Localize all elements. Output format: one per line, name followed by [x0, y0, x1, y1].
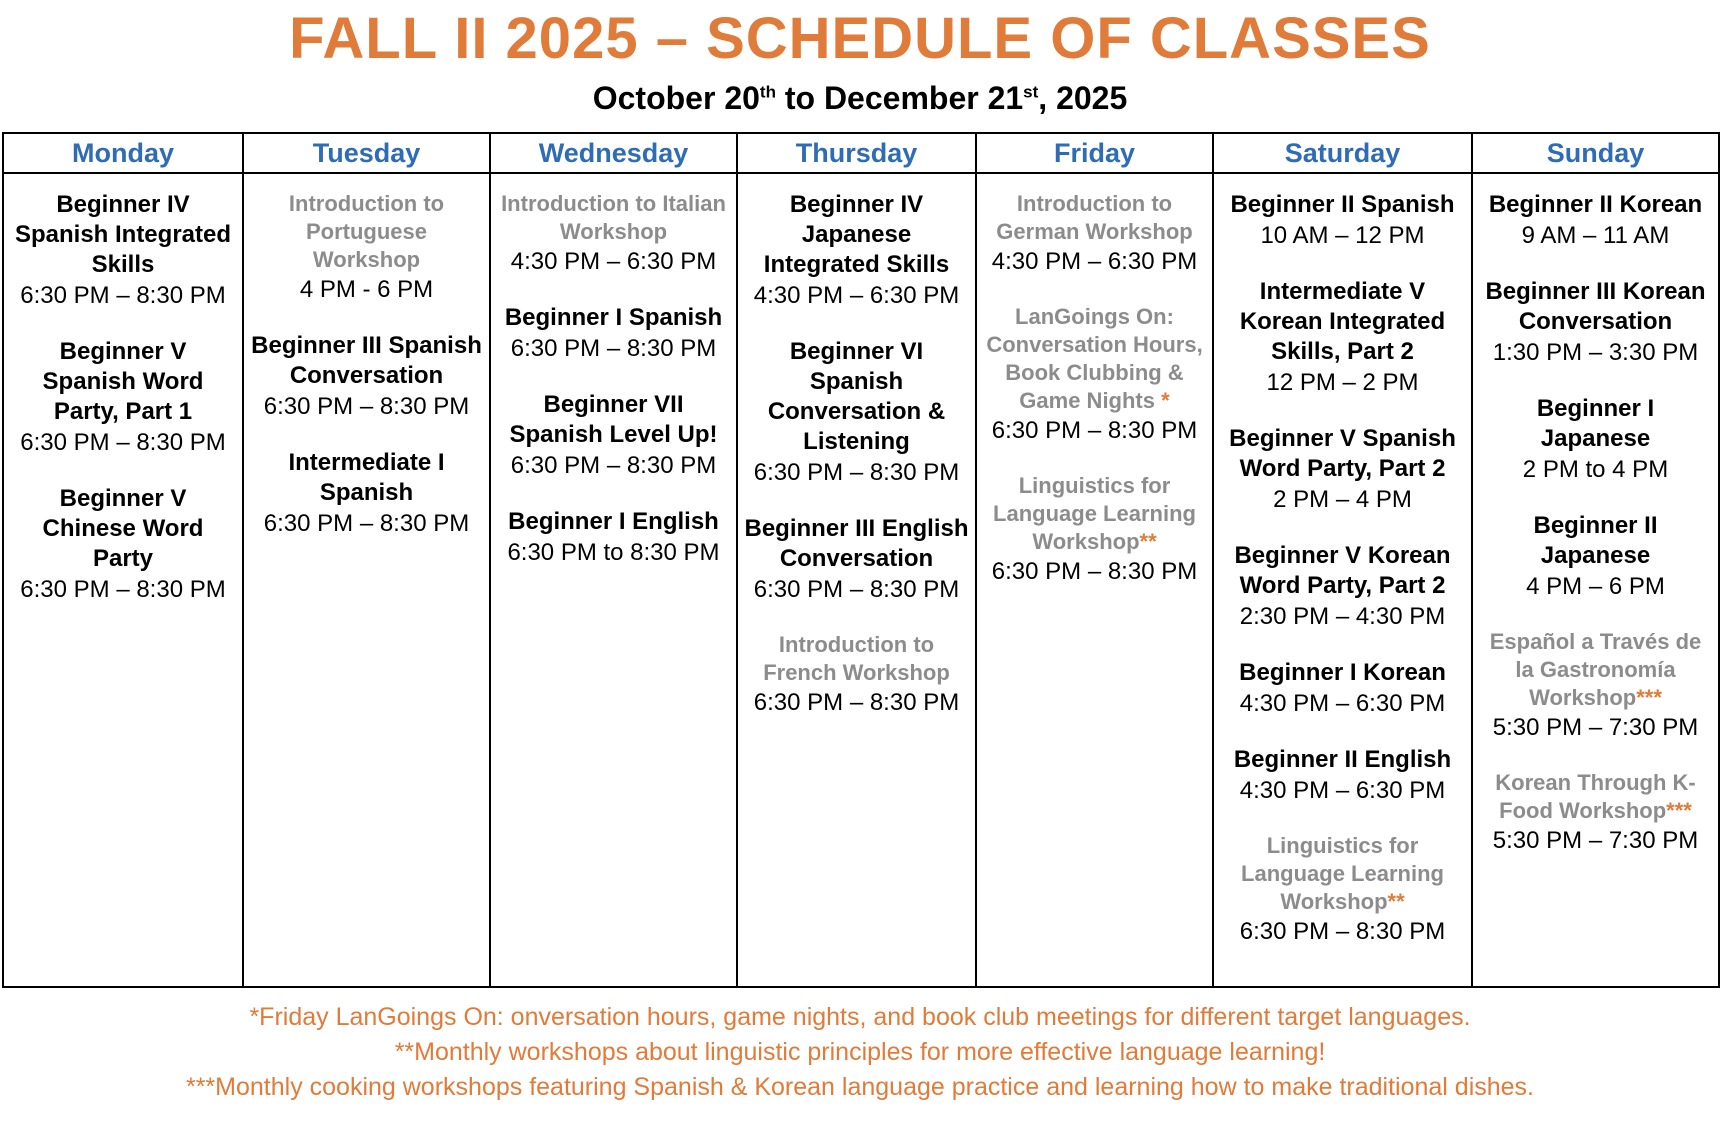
- day-header-row: [3, 133, 1719, 173]
- class-name: [1479, 511, 1712, 571]
- class-name: [1220, 541, 1465, 601]
- class-name-text: Introduction to Portuguese Workshop: [288, 191, 445, 272]
- class-entry: [10, 484, 236, 605]
- class-time: 4:30 PM – 6:30 PM: [1239, 690, 1446, 717]
- class-entry: [250, 331, 483, 422]
- class-name-text: Introduction to German Workshop: [996, 191, 1193, 244]
- class-name-text: Beginner I Japanese: [1536, 395, 1655, 452]
- class-name-text: LanGoings On: Conversation Hours, Book Clubbing & Game Nights: [986, 304, 1203, 413]
- class-name: [497, 303, 730, 333]
- workshop-name: [983, 190, 1206, 246]
- day-header-friday: Friday: [976, 133, 1213, 173]
- class-name-text: Beginner II Korean: [1488, 191, 1703, 218]
- class-time: 6:30 PM – 8:30 PM: [263, 393, 470, 420]
- class-name: [744, 337, 969, 457]
- footnote-marker: ***: [1636, 685, 1662, 710]
- footnote-cooking-workshops: ***Monthly cooking workshops featuring Spanish & Korean language practice and learning how to make traditional dishes.: [185, 1073, 1535, 1101]
- footnote-linguistics-workshops: **Monthly workshops about linguistic principles for more effective language learning!: [394, 1038, 1326, 1066]
- page-title: FALL II 2025 – SCHEDULE OF CLASSES: [289, 6, 1431, 71]
- class-name-text: Beginner III Spanish Conversation: [251, 332, 482, 389]
- class-entry: [1220, 832, 1465, 947]
- class-time: 9 AM – 11 AM: [1521, 222, 1670, 249]
- class-entry: [497, 303, 730, 364]
- workshop-name: [250, 190, 483, 274]
- class-entry: [983, 303, 1206, 446]
- class-name-text: Beginner II English: [1233, 746, 1452, 773]
- class-entry: [1479, 277, 1712, 368]
- class-name-text: Beginner II Spanish: [1230, 191, 1455, 218]
- class-time: 10 AM – 12 PM: [1260, 222, 1425, 249]
- class-name-text: Beginner V Chinese Word Party: [42, 485, 204, 572]
- monday-classes-cell: [3, 173, 243, 987]
- class-entry: [1220, 658, 1465, 719]
- footnote-marker: ***: [1666, 798, 1692, 823]
- class-time: 6:30 PM – 8:30 PM: [20, 282, 226, 309]
- class-name: [744, 190, 969, 280]
- class-name-text: Beginner VI Spanish Conversation & Listening: [767, 338, 946, 455]
- friday-classes-cell: [976, 173, 1213, 987]
- class-name: [1220, 658, 1465, 688]
- class-time: 6:30 PM – 8:30 PM: [1239, 918, 1446, 945]
- subtitle-start-suffix: th: [759, 82, 776, 102]
- class-name: [1479, 190, 1712, 220]
- tuesday-classes-cell: [243, 173, 490, 987]
- subtitle-end-suffix: st: [1023, 82, 1039, 102]
- footnote-marker: *: [1155, 388, 1170, 413]
- day-header-thursday: Thursday: [737, 133, 976, 173]
- class-entry: [1220, 277, 1465, 398]
- class-name: [497, 390, 730, 450]
- class-name: [1479, 277, 1712, 337]
- class-entry: [497, 190, 730, 277]
- class-time: 6:30 PM – 8:30 PM: [991, 417, 1198, 444]
- class-entry: [1479, 769, 1712, 856]
- class-entry: [1220, 541, 1465, 632]
- class-time: 5:30 PM – 7:30 PM: [1492, 714, 1699, 741]
- class-entry: [250, 190, 483, 305]
- class-name: [1220, 745, 1465, 775]
- class-name-text: Linguistics for Language Learning Workshop: [1241, 833, 1444, 914]
- footnote-friday-langoings: *Friday LanGoings On: onversation hours, game nights, and book club meetings for different target languages.: [249, 1003, 1471, 1031]
- subtitle-year: , 2025: [1038, 80, 1128, 116]
- class-time: 6:30 PM – 8:30 PM: [991, 558, 1198, 585]
- class-name-text: Beginner V Spanish Word Party, Part 1: [42, 338, 204, 425]
- class-time: 4:30 PM – 6:30 PM: [753, 282, 960, 309]
- class-name: [744, 514, 969, 574]
- workshop-name: [497, 190, 730, 246]
- schedule-table: [2, 132, 1720, 988]
- class-name-text: Introduction to Italian Workshop: [501, 191, 726, 244]
- class-entry: [983, 190, 1206, 277]
- class-entry: [744, 631, 969, 718]
- class-name: [1479, 394, 1712, 454]
- thursday-classes-cell: [737, 173, 976, 987]
- class-name: [250, 448, 483, 508]
- class-name-text: Beginner I English: [508, 508, 719, 535]
- class-entry: [744, 190, 969, 311]
- class-name-text: Beginner II Japanese: [1533, 512, 1658, 569]
- classes-row: [3, 173, 1719, 987]
- day-header-saturday: Saturday: [1213, 133, 1472, 173]
- workshop-name: [1220, 832, 1465, 916]
- class-name: [10, 484, 236, 574]
- class-name-text: Korean Through K-Food Workshop: [1495, 770, 1696, 823]
- class-entry: [744, 337, 969, 488]
- workshop-name: [983, 303, 1206, 415]
- class-name: [1220, 424, 1465, 484]
- class-time: 6:30 PM – 8:30 PM: [20, 576, 226, 603]
- class-name: [1220, 277, 1465, 367]
- class-name-text: Beginner V Spanish Word Party, Part 2: [1229, 425, 1456, 482]
- workshop-name: [1479, 769, 1712, 825]
- date-range-subtitle: [0, 78, 1720, 118]
- class-time: 6:30 PM – 8:30 PM: [753, 576, 960, 603]
- class-name: [497, 507, 730, 537]
- class-name-text: Introduction to French Workshop: [763, 632, 950, 685]
- class-name-text: Beginner I Korean: [1239, 659, 1446, 686]
- class-entry: [1479, 394, 1712, 485]
- class-name-text: Beginner V Korean Word Party, Part 2: [1234, 542, 1451, 599]
- class-name-text: Beginner III English Conversation: [744, 515, 969, 572]
- day-header-sunday: Sunday: [1472, 133, 1719, 173]
- class-time: 1:30 PM – 3:30 PM: [1492, 339, 1699, 366]
- class-entry: [1220, 424, 1465, 515]
- class-entry: [1220, 190, 1465, 251]
- class-time: 12 PM – 2 PM: [1266, 369, 1419, 396]
- class-time: 2:30 PM – 4:30 PM: [1239, 603, 1446, 630]
- class-time: 4 PM – 6 PM: [1526, 573, 1665, 600]
- class-entry: [1479, 628, 1712, 743]
- day-header-monday: Monday: [3, 133, 243, 173]
- class-entry: [10, 337, 236, 458]
- class-time: 2 PM – 4 PM: [1273, 486, 1412, 513]
- sunday-classes-cell: [1472, 173, 1719, 987]
- class-entry: [1220, 745, 1465, 806]
- class-name-text: Intermediate V Korean Integrated Skills, Part 2: [1239, 278, 1446, 365]
- class-time: 5:30 PM – 7:30 PM: [1492, 827, 1699, 854]
- class-time: 6:30 PM to 8:30 PM: [507, 539, 720, 566]
- class-entry: [744, 514, 969, 605]
- footnote-marker: **: [1139, 529, 1157, 554]
- class-entry: [497, 507, 730, 568]
- workshop-name: [1479, 628, 1712, 712]
- class-name: [10, 190, 236, 280]
- class-time: 6:30 PM – 8:30 PM: [753, 689, 960, 716]
- class-time: 6:30 PM – 8:30 PM: [510, 452, 717, 479]
- class-time: 6:30 PM – 8:30 PM: [20, 429, 226, 456]
- class-time: 4:30 PM – 6:30 PM: [1239, 777, 1446, 804]
- class-name-text: Beginner III Korean Conversation: [1485, 278, 1706, 335]
- class-entry: [10, 190, 236, 311]
- class-entry: [250, 448, 483, 539]
- class-time: 6:30 PM – 8:30 PM: [753, 459, 960, 486]
- class-time: 4 PM - 6 PM: [299, 276, 434, 303]
- workshop-name: [744, 631, 969, 687]
- class-name-text: Intermediate I Spanish: [288, 449, 445, 506]
- class-time: 4:30 PM – 6:30 PM: [510, 248, 717, 275]
- class-time: 2 PM to 4 PM: [1522, 456, 1669, 483]
- class-name: [10, 337, 236, 427]
- wednesday-classes-cell: [490, 173, 737, 987]
- saturday-classes-cell: [1213, 173, 1472, 987]
- class-entry: [497, 390, 730, 481]
- class-entry: [1479, 190, 1712, 251]
- class-time: 4:30 PM – 6:30 PM: [991, 248, 1198, 275]
- day-header-tuesday: Tuesday: [243, 133, 490, 173]
- class-time: 6:30 PM – 8:30 PM: [510, 335, 717, 362]
- footnotes: [0, 1000, 1720, 1105]
- subtitle-start: October 20: [592, 80, 760, 116]
- class-name-text: Linguistics for Language Learning Workshop: [993, 473, 1196, 554]
- class-time: 6:30 PM – 8:30 PM: [263, 510, 470, 537]
- class-entry: [983, 472, 1206, 587]
- class-name-text: Beginner IV Japanese Integrated Skills: [763, 191, 950, 278]
- class-name-text: Beginner IV Spanish Integrated Skills: [14, 191, 232, 278]
- subtitle-middle: to December 21: [775, 80, 1024, 116]
- class-name: [250, 331, 483, 391]
- footnote-marker: **: [1387, 889, 1405, 914]
- class-name-text: Beginner I Spanish: [504, 304, 723, 331]
- day-header-wednesday: Wednesday: [490, 133, 737, 173]
- class-entry: [1479, 511, 1712, 602]
- class-name-text: Español a Través de la Gastronomía Workshop: [1489, 629, 1702, 710]
- class-name: [1220, 190, 1465, 220]
- workshop-name: [983, 472, 1206, 556]
- class-name-text: Beginner VII Spanish Level Up!: [509, 391, 718, 448]
